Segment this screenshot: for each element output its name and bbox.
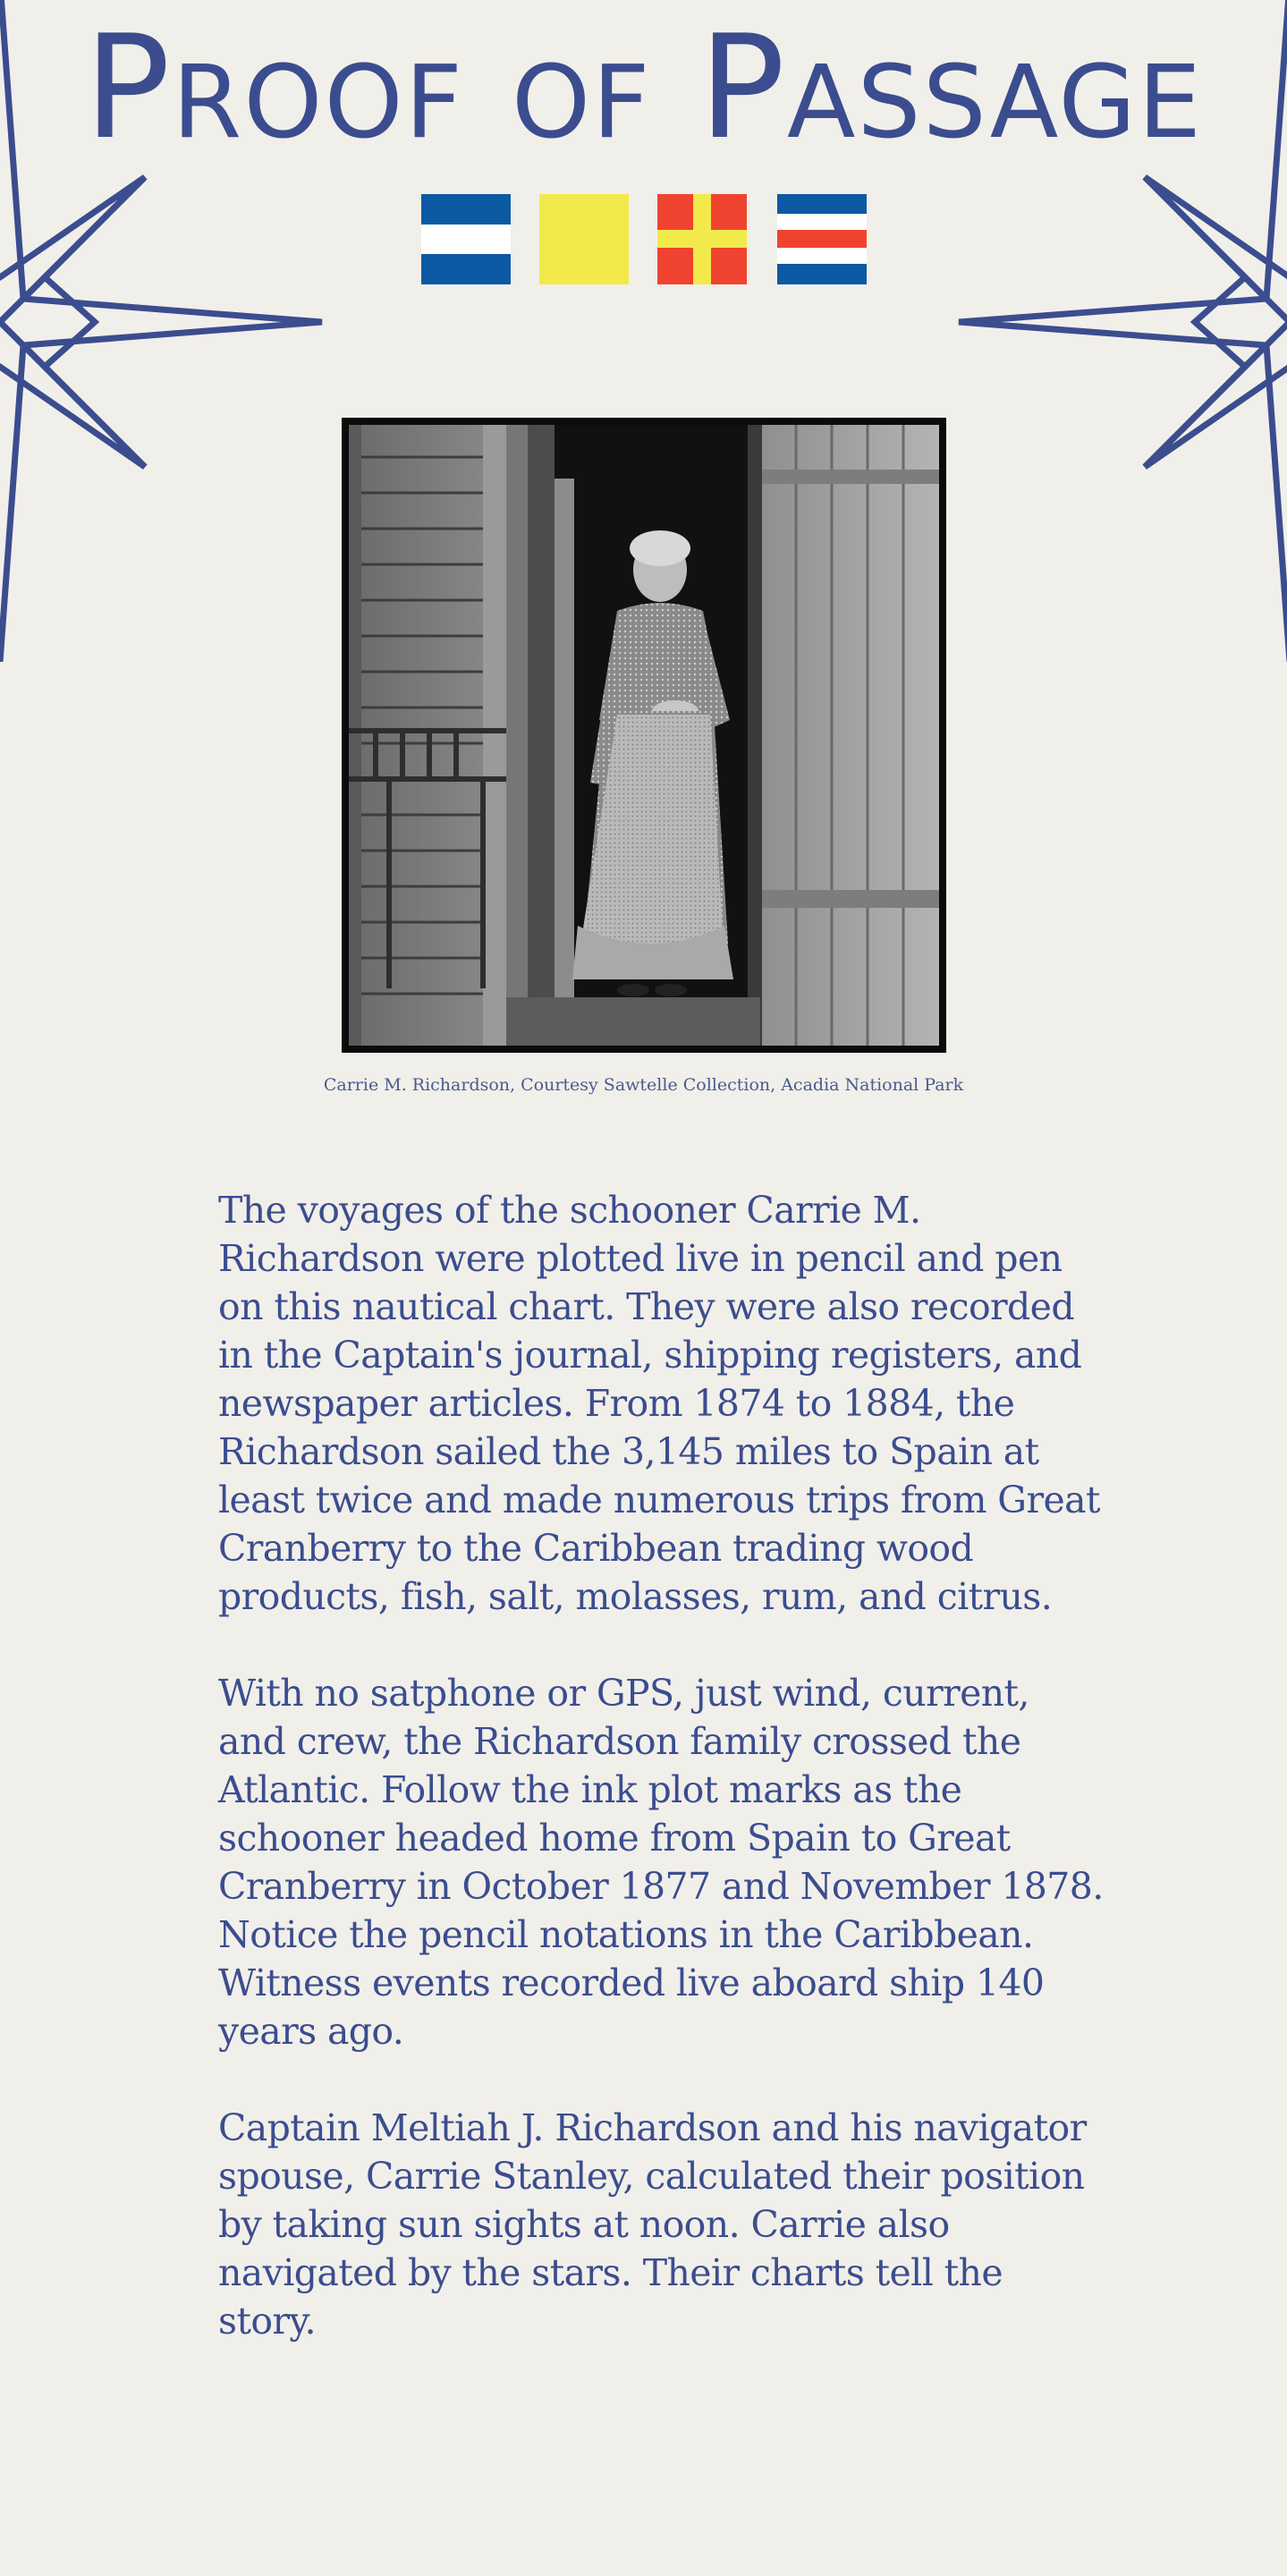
photo-caption: Carrie M. Richardson, Courtesy Sawtelle Collection, Acadia National Park xyxy=(323,1075,964,1095)
paragraph-navigation: Captain Meltiah J. Richardson and his navigator spouse, Carrie Stanley, calculated their position by taking sun sights at noon. Carrie also navigated by the stars. Their charts tell the story. xyxy=(218,2106,1087,2343)
signal-flags xyxy=(0,194,1287,284)
signal-flag-y-cross-icon xyxy=(657,194,747,284)
page-title: Proof of Passage xyxy=(84,4,1203,171)
woman-in-doorway-image xyxy=(349,425,939,1046)
signal-flag-j-icon xyxy=(421,194,511,284)
paragraph-atlantic-crossing: With no satphone or GPS, just wind, current, and crew, the Richardson family crossed the Atlantic. Follow the ink plot marks as the schooner headed home from Spain to Great Cranberry in October 1877 and November 1878. Notice the pencil notations in the Caribbean. Witness events recorded live aboard ship 140 years ago. xyxy=(218,1672,1104,2053)
signal-flag-c-icon xyxy=(777,194,867,284)
compass-star-icon xyxy=(950,0,1287,662)
article-body xyxy=(218,1186,1104,2394)
compass-star-icon xyxy=(0,0,340,662)
signal-flag-q-icon xyxy=(539,194,629,284)
paragraph-voyages: The voyages of the schooner Carrie M. Richardson were plotted live in pencil and pen on this nautical chart. They were also recorded in the Captain's journal, shipping registers, and newspaper articles. From 1874 to 1884, the Richardson sailed the 3,145 miles to Spain at least twice and made numerous trips from Great Cranberry to the Caribbean trading wood products, fish, salt, molasses, rum, and citrus. xyxy=(218,1189,1100,1618)
historical-photo xyxy=(342,418,946,1053)
